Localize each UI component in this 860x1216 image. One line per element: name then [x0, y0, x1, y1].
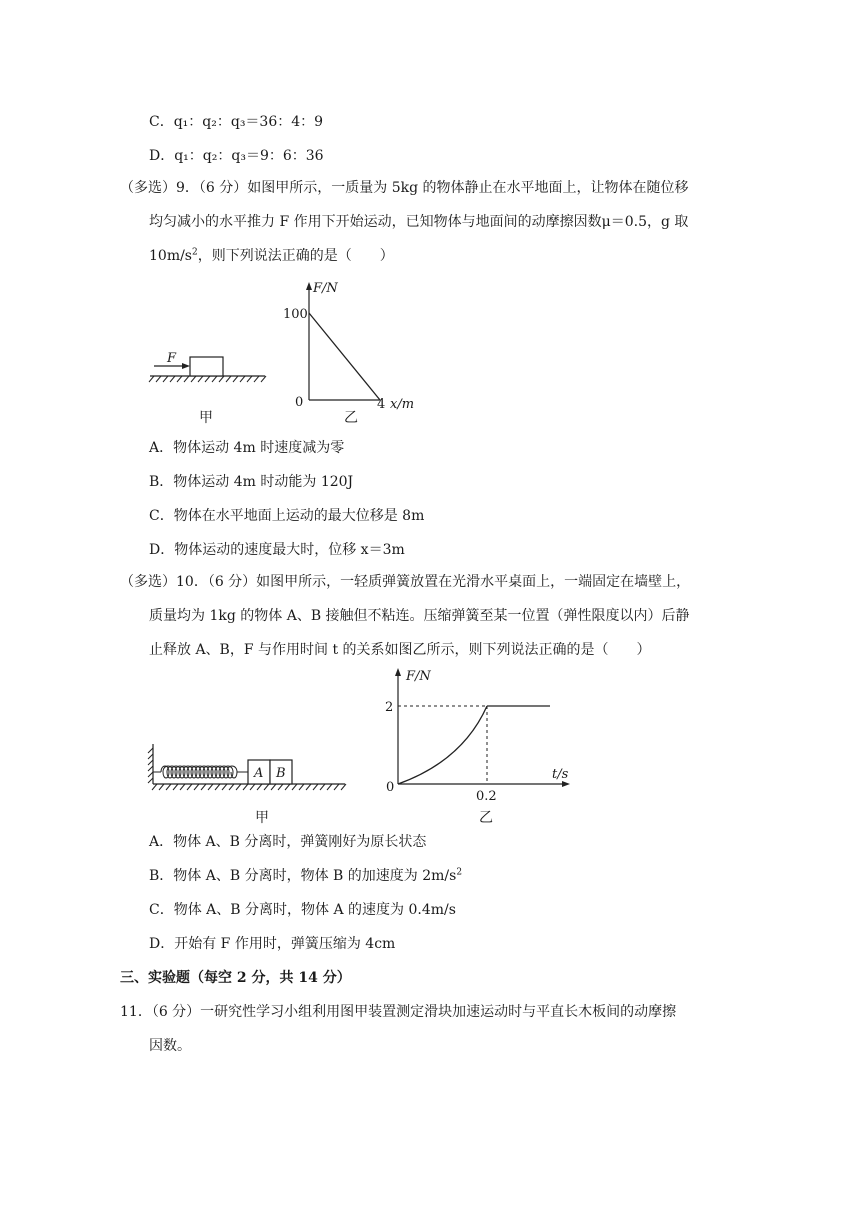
q10-fig-jia-caption: 甲 [255, 810, 269, 826]
q10-x-tick: 0.2 [476, 789, 497, 804]
spring-icon [153, 766, 248, 778]
q9-stem-line1: （多选）9．（6 分）如图甲所示，一质量为 5kg 的物体静止在水平地面上，让物体在随位移 [120, 180, 689, 196]
q9-option-d: D．物体运动的速度最大时，位移 x＝3m [149, 542, 405, 558]
q8-option-c: C．q₁：q₂：q₃＝36：4：9 [149, 114, 324, 130]
q9-stem-line2: 均匀减小的水平推力 F 作用下开始运动，已知物体与地面间的动摩擦因数μ＝0.5，g 取 [149, 214, 689, 230]
q10-figure-jia [145, 740, 355, 830]
q10-figure-yi [380, 664, 580, 830]
q10-origin: 0 [386, 780, 395, 795]
q11-stem-line2: 因数。 [149, 1038, 191, 1054]
q10-stem-line1: （多选）10．（6 分）如图甲所示，一轻质弹簧放置在光滑水平桌面上，一端固定在墙壁上， [120, 574, 691, 590]
q9-force-line [309, 313, 380, 400]
q10-stem-line2: 质量均为 1kg 的物体 A、B 接触但不粘连。压缩弹簧至某一位置（弹性限度以内）后静 [149, 608, 690, 624]
q9-fig-yi-caption: 乙 [344, 410, 358, 426]
q9-fig-jia-caption: 甲 [199, 410, 213, 426]
q9-block [190, 357, 223, 376]
q9-stem-line3: $10m/s^2$，则下列说法正确的是（ ） [149, 247, 394, 264]
q9-y-tick: 100 [283, 307, 308, 322]
q9-figure-yi [280, 278, 430, 428]
q9-option-a: A．物体运动 4m 时速度减为零 [149, 440, 345, 456]
q10-y-axis-label: F/N [406, 669, 431, 684]
block-b-label: B [276, 766, 286, 781]
q10-stem-line3: 止释放 A、B，F 与作用时间 t 的关系如图乙所示，则下列说法正确的是（ ） [149, 642, 651, 658]
q8-option-d: D．q₁：q₂：q₃＝9：6：36 [149, 148, 324, 164]
q9-force-label: F [167, 351, 177, 366]
q9-y-axis-label: F/N [313, 281, 338, 296]
q9-origin: 0 [295, 395, 304, 410]
q10-fig-yi-caption: 乙 [479, 810, 493, 826]
force-arrow-icon [182, 363, 190, 369]
q10-option-c: C．物体 A、B 分离时，物体 A 的速度为 0.4m/s [149, 902, 456, 918]
block-a-label: A [254, 766, 264, 781]
q10-option-b: B．物体 A、B 分离时，物体 B 的加速度为 $2m/s^2$ [149, 867, 463, 884]
q10-x-axis-label: t/s [552, 767, 569, 782]
q9-figure-jia [140, 340, 280, 430]
q10-option-a: A．物体 A、B 分离时，弹簧刚好为原长状态 [149, 834, 427, 850]
q9-x-axis-label: x/m [390, 397, 415, 412]
q10-force-curve [398, 706, 487, 784]
q11-stem-line1: 11．（6 分）一研究性学习小组利用图甲装置测定滑块加速运动时与平直长木板间的动摩擦 [120, 1004, 677, 1020]
section-heading: 三、实验题（每空 2 分，共 14 分） [120, 970, 351, 986]
q9-option-c: C．物体在水平地面上运动的最大位移是 8m [149, 508, 425, 524]
q9-x-tick: 4 [377, 397, 386, 412]
q10-y-tick: 2 [385, 700, 394, 715]
q9-option-b: B．物体运动 4m 时动能为 120J [149, 474, 354, 490]
q10-option-d: D．开始有 F 作用时，弹簧压缩为 4cm [149, 936, 396, 952]
